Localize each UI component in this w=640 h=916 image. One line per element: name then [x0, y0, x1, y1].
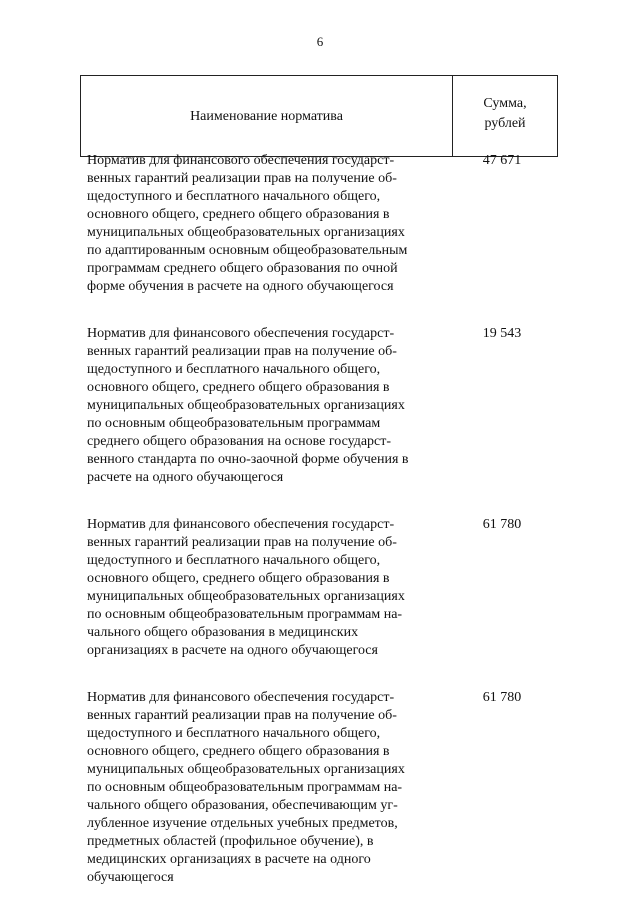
- table-row: [87, 152, 547, 296]
- column-header-name: Наименование норматива: [81, 76, 453, 156]
- norm-description: Норматив для финансового обеспечения государст- венных гарантий реализации прав на получение об- щедоступного и бесплатного начального общего, основного общего, среднего общего образования в муниципальных общеобразовательных организациях по адаптированным основным общеобразовательным программам среднего общего образования по очной форме обучения в расчете на одного обучающегося: [87, 153, 408, 294]
- norm-sum: 19 543: [482, 326, 522, 341]
- norm-sum: 61 780: [482, 517, 522, 532]
- column-header-sum: Сумма, рублей: [483, 96, 527, 131]
- norm-sum: 47 671: [482, 153, 522, 168]
- table-header: [80, 75, 558, 157]
- table-body: [87, 152, 547, 916]
- norm-description: Норматив для финансового обеспечения государст- венных гарантий реализации прав на получение об- щедоступного и бесплатного начального общего, основного общего, среднего общего образования в муниципальных общеобразовательных организациях по основным общеобразовательным программам на- чального общего образования, обеспечивающим уг- лубленное изучение отдельных учебных предметов, предметных областей (профильное обучение), в медицинских организациях в расчете на одного обучающегося: [87, 690, 405, 885]
- table-row: [87, 325, 547, 487]
- norm-sum: 61 780: [482, 690, 522, 705]
- norm-description: Норматив для финансового обеспечения государст- венных гарантий реализации прав на получение об- щедоступного и бесплатного начального общего, основного общего, среднего общего образования в муниципальных общеобразовательных организациях по основным общеобразовательным программам среднего общего образования на основе государст- венного стандарта по очно-заочной форме обучения в расчете на одного обучающегося: [87, 326, 409, 485]
- table-row: [87, 689, 547, 887]
- norm-description: Норматив для финансового обеспечения государст- венных гарантий реализации прав на получение об- щедоступного и бесплатного начального общего, основного общего, среднего общего образования в муниципальных общеобразовательных организациях по основным общеобразовательным программам на- чального общего образования в медицинских организациях в расчете на одного обучающегося: [87, 517, 405, 658]
- page-number: 6: [316, 34, 324, 49]
- table-row: [87, 516, 547, 660]
